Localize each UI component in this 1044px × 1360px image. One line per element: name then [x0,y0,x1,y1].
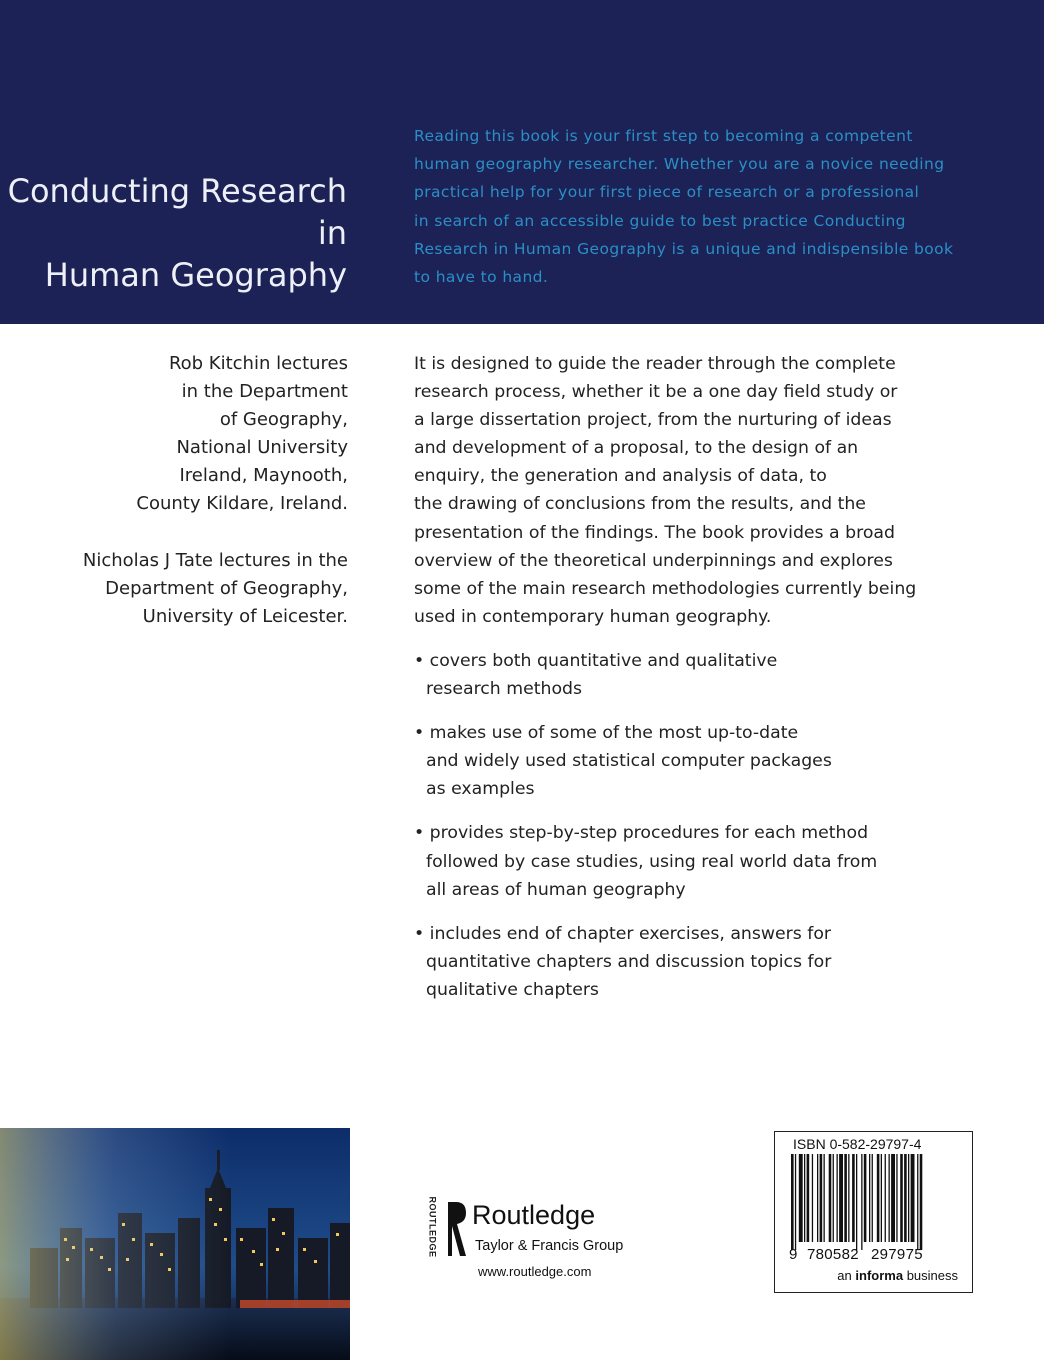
barcode-bar [920,1154,923,1250]
title-line-3: Human Geography [44,256,347,294]
bullet-line: followed by case studies, using real world data from [426,851,878,872]
feature-list [414,647,934,1020]
author-kitchin-line: Ireland, Maynooth, [179,465,348,487]
barcode-bar [852,1154,855,1242]
description-line: a large dissertation project, from the nurturing of ideas [414,410,892,431]
barcode-bar [829,1154,832,1242]
barcode-bar [864,1154,867,1242]
informa-suffix: business [906,1268,958,1283]
bullet-line: as examples [426,779,535,800]
barcode-bar [889,1154,890,1242]
bullet-line: • covers both quantitative and qualitative [414,651,778,671]
barcode-bar [824,1154,825,1242]
publisher-logo [424,1196,664,1286]
isbn-barcode-box [774,1131,973,1293]
description-line: presentation of the findings. The book provides a broad [414,522,895,543]
description-line: and development of a proposal, to the design of an [414,438,859,459]
barcode-digit-first: 9 [789,1246,798,1263]
description-line: some of the main research methodologies currently being [414,578,917,599]
barcode-bar [795,1154,796,1250]
blurb-line: in search of an accessible guide to best practice Conducting [414,211,906,230]
barcode-bar [872,1154,873,1242]
description-line: the drawing of conclusions from the results, and the [414,494,866,515]
barcode-digits-right: 297975 [871,1246,923,1263]
barcode-bar [848,1154,849,1242]
barcode-bar [807,1154,810,1242]
feature-bullet [414,920,934,1004]
city-skyline-photo [0,1128,350,1360]
barcode-bar [885,1154,886,1242]
barcode-icon [781,1154,967,1250]
barcode-bar [817,1154,818,1242]
bullet-line: and widely used statistical computer packages [426,751,832,772]
description-line: It is designed to guide the reader through the complete [414,354,896,374]
bullet-line: research methods [426,679,582,700]
barcode-bar [856,1154,857,1250]
publisher-url: www.routledge.com [478,1264,592,1279]
bullet-line: • provides step-by-step procedures for each method [414,823,869,844]
barcode-digits-left: 780582 [807,1246,859,1263]
barcode-bar [891,1154,895,1242]
author-kitchin-line: in the Department [181,381,348,403]
bullet-line: • makes use of some of the most up-to-date [414,723,799,744]
feature-bullet [414,819,934,903]
cover-blurb [414,122,974,291]
barcode-bar [900,1154,903,1242]
author-bios [28,350,348,631]
barcode-bar [833,1154,834,1242]
informa-prefix: an [837,1268,852,1283]
author-kitchin-line: Rob Kitchin lectures [168,353,348,374]
description-line: research process, whether it be a one day field study or [414,382,898,403]
barcode-bar [837,1154,838,1242]
barcode-bar [791,1154,794,1250]
barcode-bar [911,1154,915,1242]
routledge-r-icon [446,1200,468,1258]
barcode-bar [877,1154,880,1242]
barcode-bar [799,1154,803,1242]
author-tate-line: Nicholas J Tate lectures in the [82,549,348,571]
barcode-bar [904,1154,907,1242]
barcode-bar [881,1154,882,1242]
informa-brand: informa [855,1268,904,1283]
isbn-number: ISBN 0-582-29797-4 [793,1136,922,1152]
barcode-bar [839,1154,843,1242]
feature-bullet [414,647,934,703]
author-tate-line: University of Leicester. [142,605,348,627]
description-line: overview of the theoretical underpinnings and explores [414,550,893,571]
informa-tagline [837,1268,958,1283]
book-description [414,350,934,631]
routledge-vertical-label: ROUTLEDGE [427,1196,438,1258]
book-title [7,170,347,296]
bullet-line: all areas of human geography [426,879,686,900]
barcode-bar [804,1154,805,1242]
author-kitchin-line: County Kildare, Ireland. [136,493,348,515]
author-tate-line: Department of Geography, [105,577,348,599]
bullet-line: qualitative chapters [426,979,599,1000]
feature-bullet [414,719,934,803]
publisher-name: Routledge [472,1200,596,1230]
barcode-bar [844,1154,847,1242]
description-line: used in contemporary human geography. [414,606,772,627]
author-kitchin-line: National University [176,437,348,459]
barcode-bar [896,1154,897,1242]
bullet-line: quantitative chapters and discussion topics for [426,951,832,972]
skyline-image [0,1128,350,1360]
author-kitchin-line: of Geography, [219,409,348,431]
bullet-line: • includes end of chapter exercises, answers for [414,923,831,944]
blurb-line: Research in Human Geography is a unique and indispensible book [414,239,954,258]
barcode-bar [820,1154,823,1242]
barcode-bar [861,1154,862,1250]
blurb-line: Reading this book is your first step to becoming a competent [414,127,913,145]
barcode-bar [812,1154,813,1242]
description-line: enquiry, the generation and analysis of data, to [414,466,827,487]
blurb-line: human geography researcher. Whether you are a novice needing [414,155,945,174]
blurb-line: practical help for your first piece of research or a professional [414,183,920,202]
barcode-bar [908,1154,909,1242]
title-line-2: in [317,214,347,252]
barcode-bar [917,1154,918,1250]
title-line-1: Conducting Research [7,172,347,210]
barcode-bar [869,1154,870,1242]
blurb-line: to have to hand. [414,268,549,287]
publisher-group: Taylor & Francis Group [475,1238,624,1254]
